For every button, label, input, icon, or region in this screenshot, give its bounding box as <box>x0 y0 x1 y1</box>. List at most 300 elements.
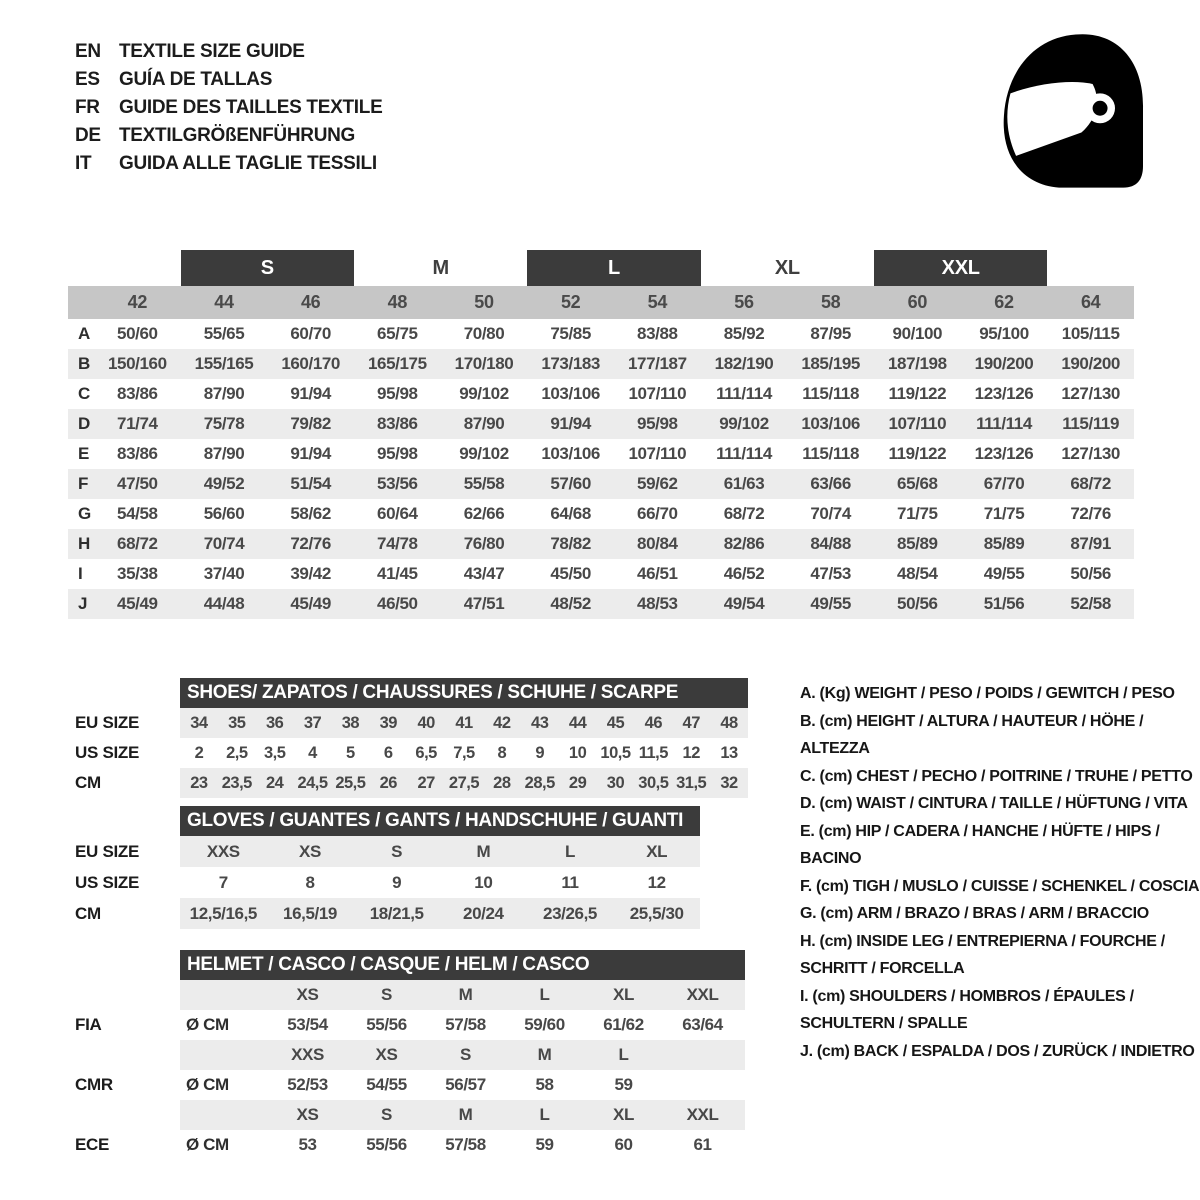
measurement-cell: 55/65 <box>203 324 245 343</box>
shoes-size-cell: 41 <box>455 713 473 732</box>
shoes-size-cell: 47 <box>682 713 700 732</box>
measurement-cell: 115/119 <box>1062 414 1120 433</box>
shoes-row <box>75 708 748 738</box>
measurement-row <box>68 559 1134 589</box>
helmet-size-label: XXL <box>686 985 719 1004</box>
shoes-size-cell: 46 <box>644 713 662 732</box>
gloves-row <box>75 898 700 929</box>
shoes-title-bar: SHOES/ ZAPATOS / CHAUSSURES / SCHUHE / SCARPE <box>180 678 748 708</box>
shoes-size-cell: 7,5 <box>453 743 475 762</box>
measurement-cell: 95/100 <box>979 324 1029 343</box>
language-code: IT <box>75 153 92 174</box>
shoes-size-cell: 27 <box>417 773 435 792</box>
helmet-size-label: XXS <box>291 1045 324 1064</box>
numeric-size-cell: 62 <box>994 292 1014 312</box>
language-code: ES <box>75 69 100 90</box>
measurement-cell: 82/86 <box>723 534 765 553</box>
row-letter: E <box>78 444 89 463</box>
shoes-size-cell: 40 <box>417 713 435 732</box>
shoes-size-cell: 26 <box>379 773 397 792</box>
shoes-size-cell: 23,5 <box>221 773 252 792</box>
shoes-size-cell: 32 <box>720 773 738 792</box>
gloves-size-cell: 25,5/30 <box>629 903 684 923</box>
measurement-row <box>68 349 1134 379</box>
measurement-cell: 66/70 <box>637 504 678 523</box>
legend-line: G. (cm) ARM / BRAZO / BRAS / ARM / BRACCIO <box>800 905 1149 922</box>
helmet-size-label: S <box>460 1045 471 1064</box>
shoes-size-cell: 6,5 <box>415 743 437 762</box>
language-row <box>75 150 382 178</box>
row-letter: I <box>78 564 83 583</box>
measurement-cell: 75/78 <box>203 414 245 433</box>
measurement-cell: 72/76 <box>1070 504 1111 523</box>
diameter-label: Ø CM <box>186 1135 229 1154</box>
helmet-size-cell: 56/57 <box>445 1075 486 1094</box>
measurement-cell: 150/160 <box>108 354 167 373</box>
row-letter: F <box>78 474 88 493</box>
shoes-size-cell: 30,5 <box>638 773 669 792</box>
size-group-spacer <box>1047 250 1134 286</box>
measurement-cell: 91/94 <box>290 444 331 463</box>
measurement-cell: 111/114 <box>976 414 1032 433</box>
measurement-cell: 68/72 <box>723 504 765 523</box>
measurement-cell: 90/100 <box>892 324 943 343</box>
helmet-sizes-band <box>180 1040 745 1070</box>
measurement-cell: 39/42 <box>290 564 331 583</box>
language-title: GUIDA ALLE TAGLIE TESSILI <box>119 153 377 174</box>
measurement-cell: 103/106 <box>541 384 600 403</box>
shoes-size-cell: 24,5 <box>297 773 328 792</box>
measurement-cell: 63/66 <box>810 474 851 493</box>
shoes-size-cell: 44 <box>568 713 587 732</box>
measurement-cell: 103/106 <box>541 444 600 463</box>
gloves-size-cell: 23/26,5 <box>543 903 597 923</box>
measurement-cell: 165/175 <box>367 354 427 373</box>
measurement-cell: 99/102 <box>459 384 509 403</box>
row-letter: A <box>78 324 90 343</box>
measurement-cell: 47/50 <box>117 474 158 493</box>
measurement-cell: 59/62 <box>637 474 678 493</box>
measurement-cell: 83/88 <box>637 324 678 343</box>
measurement-cell: 127/130 <box>1061 444 1120 463</box>
measurement-cell: 49/55 <box>810 594 851 613</box>
measurement-cell: 111/114 <box>716 444 772 463</box>
helmet-size-cell: 59 <box>535 1135 554 1154</box>
row-label: US SIZE <box>75 743 140 762</box>
size-group-l: L <box>527 250 700 286</box>
helmet-size-label: S <box>381 985 392 1004</box>
gloves-size-cell: 7 <box>218 872 228 892</box>
measurement-cell: 87/90 <box>203 444 245 463</box>
measurement-cell: 71/74 <box>117 414 158 433</box>
gloves-size-cell: 11 <box>561 872 579 892</box>
gloves-size-cell: XS <box>299 841 321 861</box>
shoes-size-cell: 38 <box>341 713 360 732</box>
measurement-cell: 60/64 <box>377 504 418 523</box>
numeric-size-header-row <box>68 286 1134 319</box>
measurement-cell: 51/54 <box>290 474 331 493</box>
row-label: CM <box>75 903 101 923</box>
row-letter: J <box>78 594 88 613</box>
measurement-cell: 182/190 <box>714 354 774 373</box>
measurement-cell: 127/130 <box>1061 384 1120 403</box>
helmet-size-label: S <box>381 1105 392 1124</box>
shoes-row-values <box>180 708 748 738</box>
measurement-rows <box>68 319 1134 619</box>
helmet-sections <box>75 980 745 1160</box>
helmet-sizes-row <box>75 1100 745 1130</box>
language-code: DE <box>75 125 101 146</box>
shoes-size-cell: 6 <box>383 743 393 762</box>
measurement-cell: 45/49 <box>290 594 331 613</box>
measurement-cell: 85/92 <box>723 324 765 343</box>
helmet-values-row <box>75 1130 745 1160</box>
shoes-size-cell: 4 <box>308 743 317 762</box>
legend-line: H. (cm) INSIDE LEG / ENTREPIERNA / FOURCHE / SCHRITT / FORCELLA <box>800 932 1165 977</box>
numeric-size-cell: 58 <box>820 292 841 312</box>
gloves-row-values <box>180 836 700 867</box>
measurement-cell: 160/170 <box>281 354 340 373</box>
standard-label: CMR <box>75 1075 113 1094</box>
measurement-cell: 48/53 <box>637 594 678 613</box>
measurement-cell: 80/84 <box>637 534 678 553</box>
helmet-size-cell: 59 <box>614 1075 633 1094</box>
shoes-size-cell: 36 <box>265 713 284 732</box>
gloves-row <box>75 867 700 898</box>
shoes-size-cell: 30 <box>606 773 625 792</box>
shoes-size-cell: 27,5 <box>448 773 480 792</box>
measurement-row <box>68 439 1134 469</box>
shoes-size-cell: 42 <box>493 713 511 732</box>
gloves-size-cell: 10 <box>474 872 493 892</box>
size-group-m: M <box>432 256 449 279</box>
measurement-cell: 72/76 <box>290 534 331 553</box>
shoes-size-cell: 28 <box>493 773 511 792</box>
measurement-cell: 67/70 <box>983 474 1025 493</box>
gloves-rows <box>75 836 700 929</box>
numeric-size-cell: 50 <box>474 292 494 312</box>
measurement-cell: 95/98 <box>377 444 418 463</box>
language-code: EN <box>75 41 101 62</box>
helmet-size-cell: 61 <box>693 1135 712 1154</box>
row-letter: H <box>78 534 90 553</box>
language-row <box>75 94 382 122</box>
measurement-cell: 47/53 <box>810 564 851 583</box>
language-title: GUIDE DES TAILLES TEXTILE <box>119 97 383 118</box>
numeric-size-cell: 64 <box>1080 292 1101 312</box>
helmet-size-label: L <box>539 985 550 1004</box>
row-letter: C <box>78 384 90 403</box>
helmet-sizes-band <box>180 980 745 1010</box>
shoes-size-cell: 9 <box>535 743 545 762</box>
measurement-cell: 48/52 <box>550 594 591 613</box>
measurement-cell: 83/86 <box>377 414 418 433</box>
textile-size-table <box>68 250 1134 619</box>
measurement-cell: 107/110 <box>628 384 687 403</box>
helmet-size-cell: 53 <box>298 1135 317 1154</box>
legend-line: I. (cm) SHOULDERS / HOMBROS / ÉPAULES / SCHULTERN / SPALLE <box>800 987 1134 1032</box>
measurement-cell: 87/91 <box>1070 534 1111 553</box>
row-letter: B <box>78 354 90 373</box>
measurement-cell: 70/74 <box>203 534 245 553</box>
gloves-row-values <box>180 867 700 898</box>
measurement-cell: 51/56 <box>983 594 1025 613</box>
measurement-row <box>68 499 1134 529</box>
measurement-cell: 50/56 <box>897 594 938 613</box>
helmet-size-label: L <box>539 1105 550 1124</box>
shoes-size-cell: 43 <box>531 713 549 732</box>
measurement-cell: 115/118 <box>802 384 860 403</box>
helmet-size-cell: 63/64 <box>682 1015 723 1034</box>
helmet-sizes-band <box>180 1100 745 1130</box>
standard-label: ECE <box>75 1135 110 1154</box>
gloves-row-values <box>180 898 700 929</box>
legend-line: E. (cm) HIP / CADERA / HANCHE / HÜFTE / HIPS / BACINO <box>800 822 1160 867</box>
shoes-size-cell: 8 <box>497 743 507 762</box>
row-letter: G <box>78 504 91 523</box>
legend-line: D. (cm) WAIST / CINTURA / TAILLE / HÜFTUNG / VITA <box>800 795 1188 812</box>
helmet-sizes-row <box>75 980 745 1010</box>
measurement-cell: 187/198 <box>887 354 947 373</box>
shoes-size-cell: 48 <box>720 713 738 732</box>
helmet-size-cell: 52/53 <box>287 1075 328 1094</box>
gloves-size-cell: L <box>565 841 575 861</box>
measurement-cell: 87/95 <box>810 324 851 343</box>
helmet-size-table <box>75 950 745 1160</box>
gloves-size-cell: 9 <box>392 872 402 892</box>
measurement-cell: 41/45 <box>377 564 418 583</box>
numeric-size-cell: 52 <box>560 292 581 312</box>
measurement-cell: 65/75 <box>377 324 418 343</box>
measurement-cell: 123/126 <box>974 444 1034 463</box>
measurement-cell: 185/195 <box>801 354 860 373</box>
measurement-cell: 119/122 <box>888 444 947 463</box>
measurement-cell: 71/75 <box>983 504 1025 523</box>
language-row <box>75 122 382 150</box>
shoes-row-values <box>180 768 748 798</box>
helmet-values-band <box>180 1070 745 1100</box>
helmet-size-label: XS <box>375 1045 398 1064</box>
measurement-cell: 111/114 <box>716 384 772 403</box>
shoes-size-cell: 10,5 <box>600 743 631 762</box>
shoes-size-cell: 11,5 <box>638 743 668 762</box>
measurement-cell: 123/126 <box>974 384 1034 403</box>
measurement-cell: 49/52 <box>203 474 245 493</box>
measurement-cell: 37/40 <box>203 564 245 583</box>
measurement-cell: 99/102 <box>459 444 509 463</box>
helmet-size-label: M <box>458 1105 473 1124</box>
shoes-row <box>75 768 748 798</box>
standard-label: FIA <box>75 1015 102 1034</box>
measurement-cell: 91/94 <box>290 384 331 403</box>
gloves-size-cell: 12 <box>647 872 666 892</box>
helmet-values-band <box>180 1130 745 1160</box>
measurement-cell: 50/60 <box>117 324 158 343</box>
gloves-size-cell: XL <box>646 841 668 861</box>
measurement-cell: 105/115 <box>1061 324 1120 343</box>
helmet-size-label: XL <box>613 1105 634 1124</box>
helmet-values-row <box>75 1010 745 1040</box>
shoes-row <box>75 738 748 768</box>
measurement-cell: 45/50 <box>550 564 591 583</box>
measurement-cell: 65/68 <box>897 474 938 493</box>
shoes-size-cell: 28,5 <box>524 773 555 792</box>
helmet-size-label: L <box>618 1045 629 1064</box>
measurement-cell: 103/106 <box>801 414 860 433</box>
measurement-cell: 64/68 <box>550 504 591 523</box>
shoes-size-cell: 45 <box>606 713 625 732</box>
numeric-size-cell: 42 <box>127 292 148 312</box>
gloves-size-cell: 8 <box>305 872 315 892</box>
shoes-size-cell: 5 <box>346 743 355 762</box>
helmet-title-bar: HELMET / CASCO / CASQUE / HELM / CASCO <box>180 950 745 980</box>
measurement-cell: 79/82 <box>290 414 331 433</box>
measurement-cell: 170/180 <box>454 354 514 373</box>
measurement-cell: 83/86 <box>117 384 158 403</box>
shoes-size-cell: 31,5 <box>676 773 707 792</box>
shoes-size-cell: 12 <box>682 743 700 762</box>
gloves-size-cell: 12,5/16,5 <box>189 903 257 923</box>
measurement-cell: 91/94 <box>550 414 591 433</box>
row-label: CM <box>75 773 101 792</box>
shoes-size-cell: 24 <box>265 773 284 792</box>
measurement-cell: 76/80 <box>463 534 505 553</box>
measurement-cell: 43/47 <box>463 564 505 583</box>
measurement-cell: 107/110 <box>888 414 947 433</box>
size-group-row <box>68 250 1134 286</box>
shoes-size-cell: 2,5 <box>226 743 248 762</box>
gloves-size-cell: 18/21,5 <box>369 903 424 923</box>
shoes-row-values <box>180 738 748 768</box>
row-label: US SIZE <box>75 872 140 892</box>
shoes-size-table <box>75 678 748 798</box>
measurement-row <box>68 529 1134 559</box>
measurement-cell: 87/90 <box>203 384 245 403</box>
measurement-cell: 62/66 <box>463 504 505 523</box>
language-title: TEXTILGRÖßENFÜHRUNG <box>119 125 356 146</box>
measurement-cell: 60/70 <box>290 324 331 343</box>
measurement-cell: 173/183 <box>541 354 600 373</box>
helmet-values-row <box>75 1070 745 1100</box>
measurement-cell: 45/49 <box>117 594 158 613</box>
helmet-size-cell: 54/55 <box>366 1075 407 1094</box>
language-title: GUÍA DE TALLAS <box>119 69 273 90</box>
shoes-size-cell: 13 <box>720 743 738 762</box>
size-group-xxl: XXL <box>874 250 1047 286</box>
shoes-size-cell: 35 <box>228 713 246 732</box>
gloves-size-cell: 20/24 <box>463 903 504 923</box>
measurement-cell: 54/58 <box>117 504 158 523</box>
legend-line: B. (cm) HEIGHT / ALTURA / HAUTEUR / HÖHE / ALTEZZA <box>800 712 1144 757</box>
shoes-size-cell: 10 <box>568 743 587 762</box>
helmet-size-label: XXL <box>686 1105 719 1124</box>
diameter-label: Ø CM <box>186 1075 229 1094</box>
measurement-cell: 83/86 <box>117 444 158 463</box>
shoes-size-cell: 39 <box>379 713 397 732</box>
measurement-cell: 49/55 <box>983 564 1025 583</box>
measurement-cell: 57/60 <box>550 474 591 493</box>
measurement-legend <box>800 680 1200 1065</box>
measurement-cell: 44/48 <box>203 594 245 613</box>
measurement-cell: 78/82 <box>550 534 591 553</box>
legend-line: A. (Kg) WEIGHT / PESO / POIDS / GEWITCH / PESO <box>800 685 1175 702</box>
size-group-xl: XL <box>774 256 800 279</box>
gloves-size-cell: XXS <box>206 841 240 861</box>
measurement-cell: 50/56 <box>1070 564 1111 583</box>
row-label: EU SIZE <box>75 841 140 861</box>
row-letter: D <box>78 414 90 433</box>
measurement-cell: 49/54 <box>723 594 765 613</box>
language-title-list <box>75 38 382 178</box>
measurement-cell: 85/89 <box>897 534 938 553</box>
helmet-size-label: M <box>537 1045 552 1064</box>
measurement-cell: 190/200 <box>974 354 1034 373</box>
measurement-cell: 70/80 <box>463 324 505 343</box>
shoes-size-cell: 29 <box>568 773 587 792</box>
gloves-size-cell: M <box>476 841 491 861</box>
helmet-size-cell: 61/62 <box>603 1015 644 1034</box>
size-group-spacer <box>68 250 181 286</box>
row-label: EU SIZE <box>75 713 140 732</box>
numeric-size-cell: 46 <box>300 292 321 312</box>
shoes-size-cell: 25,5 <box>335 773 366 792</box>
measurement-row <box>68 409 1134 439</box>
legend-line: J. (cm) BACK / ESPALDA / DOS / ZURÜCK / INDIETRO <box>800 1042 1195 1060</box>
measurement-cell: 47/51 <box>463 594 505 613</box>
measurement-cell: 107/110 <box>628 444 687 463</box>
shoes-size-cell: 3,5 <box>263 743 286 762</box>
helmet-sizes-row <box>75 1040 745 1070</box>
gloves-size-table <box>75 806 700 929</box>
helmet-size-label: M <box>458 985 473 1004</box>
measurement-cell: 35/38 <box>117 564 158 583</box>
measurement-cell: 95/98 <box>377 384 418 403</box>
diameter-label: Ø CM <box>186 1015 229 1034</box>
language-title: TEXTILE SIZE GUIDE <box>119 41 305 62</box>
measurement-cell: 74/78 <box>377 534 418 553</box>
measurement-row <box>68 469 1134 499</box>
measurement-cell: 70/74 <box>810 504 851 523</box>
numeric-size-cell: 48 <box>387 292 408 312</box>
measurement-cell: 68/72 <box>1070 474 1111 493</box>
helmet-size-cell: 60 <box>614 1135 633 1154</box>
helmet-size-label: XS <box>296 1105 319 1124</box>
size-group-s: S <box>181 250 354 286</box>
language-row <box>75 38 382 66</box>
helmet-size-cell: 53/54 <box>287 1015 328 1034</box>
measurement-cell: 53/56 <box>377 474 418 493</box>
measurement-cell: 87/90 <box>463 414 505 433</box>
measurement-cell: 46/51 <box>637 564 678 583</box>
gloves-size-cell: S <box>391 841 403 861</box>
legend-line: F. (cm) TIGH / MUSLO / CUISSE / SCHENKEL / COSCIA <box>800 877 1200 895</box>
measurement-cell: 119/122 <box>888 384 947 403</box>
measurement-cell: 71/75 <box>897 504 938 523</box>
helmet-size-label: XL <box>613 985 634 1004</box>
language-row <box>75 66 382 94</box>
measurement-cell: 190/200 <box>1061 354 1120 373</box>
measurement-cell: 46/50 <box>377 594 418 613</box>
measurement-cell: 99/102 <box>719 414 769 433</box>
measurement-cell: 95/98 <box>637 414 678 433</box>
helmet-size-cell: 55/56 <box>366 1135 407 1154</box>
gloves-row <box>75 836 700 867</box>
helmet-size-cell: 59/60 <box>524 1015 565 1034</box>
measurement-cell: 177/187 <box>627 354 687 373</box>
measurement-cell: 84/88 <box>810 534 851 553</box>
measurement-cell: 55/58 <box>463 474 505 493</box>
numeric-size-cell: 44 <box>214 292 234 312</box>
